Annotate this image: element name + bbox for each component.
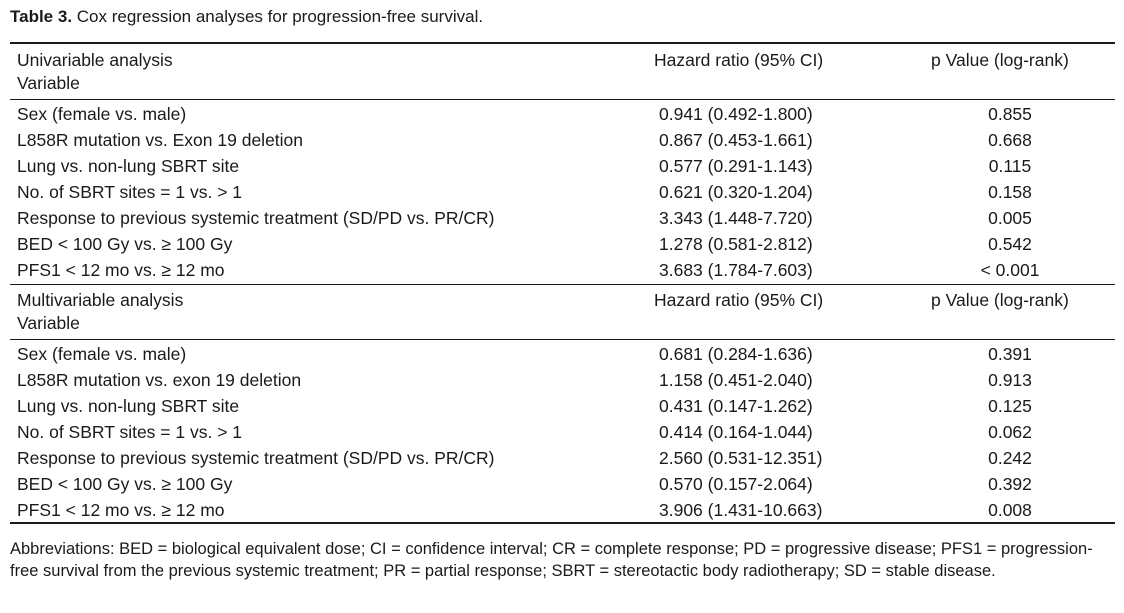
table-title: Cox regression analyses for progression-free survival. [76, 7, 484, 26]
cell-variable: BED < 100 Gy vs. ≥ 100 Gy [17, 234, 233, 254]
cell-hazard-ratio: 0.621 (0.320-1.204) [659, 182, 813, 202]
cell-p-value: 0.005 [988, 208, 1032, 228]
cell-variable: Sex (female vs. male) [17, 104, 187, 124]
cell-hazard-ratio: 3.906 (1.431-10.663) [659, 500, 823, 520]
cell-p-value: 0.668 [988, 130, 1032, 150]
column-header-hazard-ratio: Hazard ratio (95% CI) [654, 50, 824, 70]
cell-p-value: 0.855 [988, 104, 1032, 124]
cell-hazard-ratio: 3.343 (1.448-7.720) [659, 208, 813, 228]
section-rule [10, 284, 1115, 285]
table-row [0, 393, 1124, 419]
cell-p-value: 0.125 [988, 396, 1032, 416]
table-row [0, 257, 1124, 283]
abbreviations-footnote: Abbreviations: BED = biological equivalent dose; CI = confidence interval; CR = complete response; PD = progressive disease; PFS1 = progression-free survival from the previous systemic treatment; PR = partial response; SBRT = stereotactic body radiotherapy; SD = stable disease. [10, 540, 1093, 580]
cell-variable: L858R mutation vs. exon 19 deletion [17, 370, 302, 390]
table-row [0, 341, 1124, 367]
cell-variable: No. of SBRT sites = 1 vs. > 1 [17, 182, 243, 202]
header-rule [10, 99, 1115, 100]
column-header-hazard-ratio: Hazard ratio (95% CI) [654, 290, 824, 310]
cell-hazard-ratio: 0.414 (0.164-1.044) [659, 422, 813, 442]
cell-variable: Sex (female vs. male) [17, 344, 187, 364]
cell-hazard-ratio: 0.431 (0.147-1.262) [659, 396, 813, 416]
table-row [0, 179, 1124, 205]
cell-hazard-ratio: 0.577 (0.291-1.143) [659, 156, 813, 176]
cell-hazard-ratio: 2.560 (0.531-12.351) [659, 448, 823, 468]
cell-hazard-ratio: 1.158 (0.451-2.040) [659, 370, 813, 390]
cell-hazard-ratio: 0.941 (0.492-1.800) [659, 104, 813, 124]
cell-variable: Lung vs. non-lung SBRT site [17, 396, 240, 416]
table-row [0, 101, 1124, 127]
cell-hazard-ratio: 0.570 (0.157-2.064) [659, 474, 813, 494]
cell-p-value: 0.913 [988, 370, 1032, 390]
bottom-rule [10, 522, 1115, 524]
table-caption [10, 6, 483, 28]
table-row [0, 471, 1124, 497]
cell-p-value: 0.062 [988, 422, 1032, 442]
table-row [0, 367, 1124, 393]
cell-variable: Response to previous systemic treatment (SD/PD vs. PR/CR) [17, 208, 495, 228]
header-rule [10, 339, 1115, 340]
column-header-p-value: p Value (log-rank) [931, 50, 1069, 70]
cell-variable: PFS1 < 12 mo vs. ≥ 12 mo [17, 260, 225, 280]
cell-p-value: 0.242 [988, 448, 1032, 468]
table-row [0, 127, 1124, 153]
table-row [0, 231, 1124, 257]
cell-p-value: 0.008 [988, 500, 1032, 520]
table-row [0, 445, 1124, 471]
cell-p-value: 0.115 [988, 156, 1032, 176]
table-row [0, 205, 1124, 231]
table-label: Table 3. [10, 7, 73, 26]
cell-variable: L858R mutation vs. Exon 19 deletion [17, 130, 304, 150]
cell-variable: BED < 100 Gy vs. ≥ 100 Gy [17, 474, 233, 494]
column-header-variable: Variable [17, 313, 80, 333]
cell-p-value: 0.542 [988, 234, 1032, 254]
table-row [0, 419, 1124, 445]
cell-hazard-ratio: 1.278 (0.581-2.812) [659, 234, 813, 254]
cell-p-value: 0.158 [988, 182, 1032, 202]
cell-variable: Lung vs. non-lung SBRT site [17, 156, 240, 176]
section-title: Univariable analysis [17, 50, 173, 70]
section-title: Multivariable analysis [17, 290, 184, 310]
table-row [0, 497, 1124, 523]
cell-p-value: 0.391 [988, 344, 1032, 364]
cell-variable: PFS1 < 12 mo vs. ≥ 12 mo [17, 500, 225, 520]
cell-variable: No. of SBRT sites = 1 vs. > 1 [17, 422, 243, 442]
column-header-p-value: p Value (log-rank) [931, 290, 1069, 310]
cell-hazard-ratio: 3.683 (1.784-7.603) [659, 260, 813, 280]
cell-hazard-ratio: 0.681 (0.284-1.636) [659, 344, 813, 364]
cell-p-value: 0.392 [988, 474, 1032, 494]
top-rule [10, 42, 1115, 44]
column-header-variable: Variable [17, 73, 80, 93]
cell-p-value: < 0.001 [980, 260, 1040, 280]
table-row [0, 153, 1124, 179]
cell-hazard-ratio: 0.867 (0.453-1.661) [659, 130, 813, 150]
cell-variable: Response to previous systemic treatment (SD/PD vs. PR/CR) [17, 448, 495, 468]
